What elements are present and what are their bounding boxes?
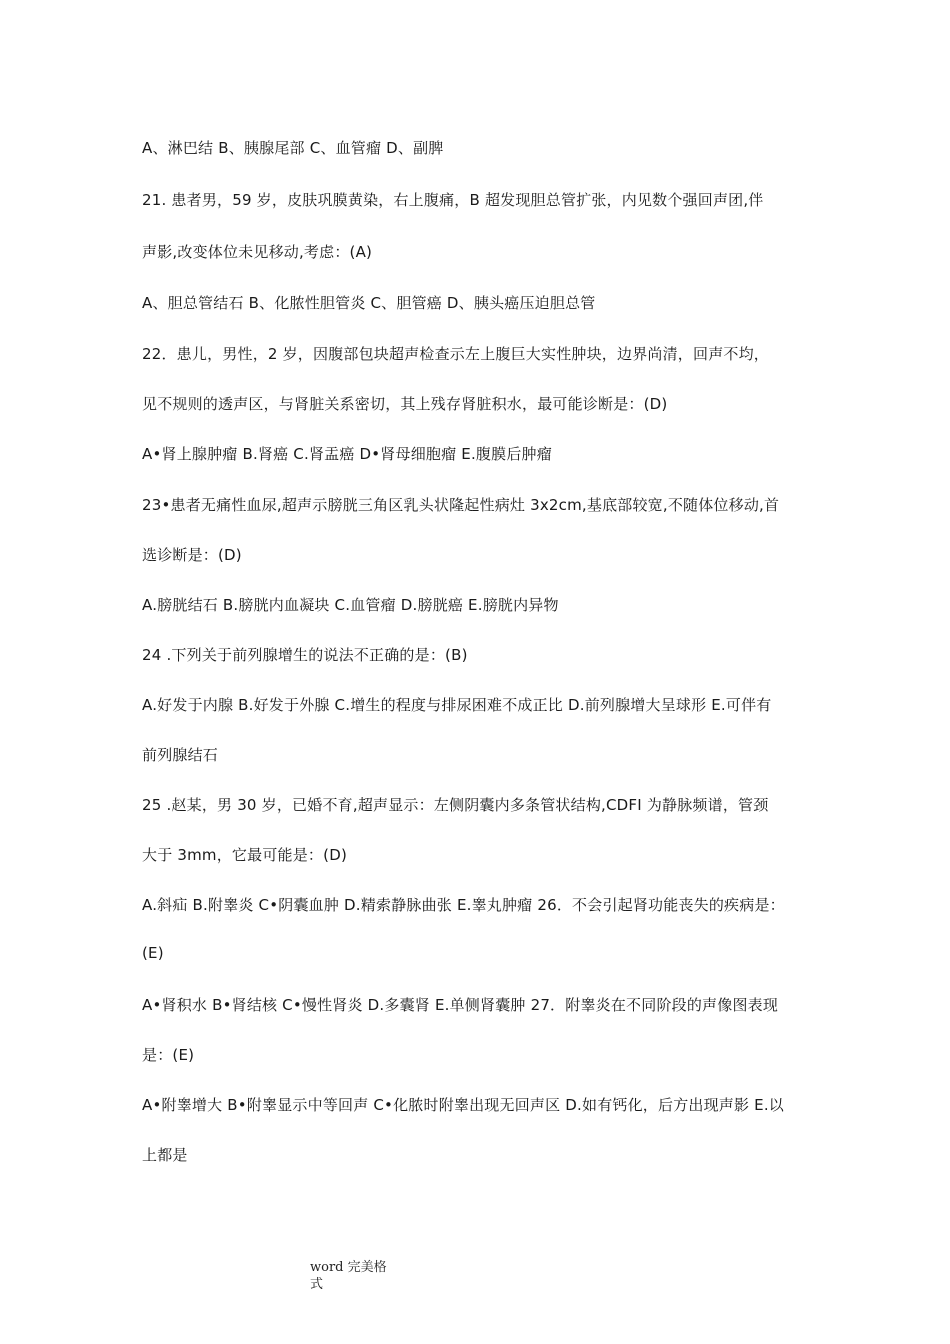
text-line: 声影,改变体位未见移动,考虑：(A) bbox=[142, 243, 373, 261]
text-line: A•肾积水 B•肾结核 C•慢性肾炎 D.多囊肾 E.单侧肾囊肿 27．附睾炎在不同阶段的声像图表现 bbox=[142, 996, 779, 1014]
text-line: A.膀胱结石 B.膀胱内血凝块 C.血管瘤 D.膀胱癌 E.膀胱内异物 bbox=[142, 596, 559, 614]
text-line: A.好发于内腺 B.好发于外腺 C.增生的程度与排尿困难不成正比 D.前列腺增大呈球形 E.可伴有 bbox=[142, 696, 772, 714]
text-line: 24 .下列关于前列腺增生的说法不正确的是：(B) bbox=[142, 646, 468, 664]
text-line: 25 .赵某，男 30 岁，已婚不育,超声显示：左侧阴囊内多条管状结构,CDFI 为静脉频谱，管颈 bbox=[142, 796, 769, 814]
text-line: A.斜疝 B.附睾炎 C•阴囊血肿 D.精索静脉曲张 E.睾丸肿瘤 26．不会引起肾功能丧失的疾病是： bbox=[142, 896, 785, 914]
text-line: 23•患者无痛性血尿,超声示膀胱三角区乳头状隆起性病灶 3x2cm,基底部较宽,不随体位移动,首 bbox=[142, 496, 780, 514]
text-line: A•附睾增大 B•附睾显示中等回声 C•化脓时附睾出现无回声区 D.如有钙化，后方出现声影 E.以 bbox=[142, 1096, 785, 1114]
text-line: (E) bbox=[142, 944, 164, 962]
footer-text: word 完美格 bbox=[310, 1260, 387, 1275]
text-line: A、胆总管结石 B、化脓性胆管炎 C、胆管癌 D、胰头癌压迫胆总管 bbox=[142, 294, 596, 312]
text-line: 见不规则的透声区，与肾脏关系密切，其上残存肾脏积水，最可能诊断是：(D) bbox=[142, 395, 668, 413]
footer-text: 式 bbox=[310, 1277, 324, 1292]
text-line: 是：(E) bbox=[142, 1046, 195, 1064]
text-line: 22．患儿，男性，2 岁，因腹部包块超声检查示左上腹巨大实性肿块，边界尚清，回声不均， bbox=[142, 345, 770, 363]
text-line: 选诊断是：(D) bbox=[142, 546, 242, 564]
text-line: 大于 3mm，它最可能是：(D) bbox=[142, 846, 347, 864]
text-line: A•肾上腺肿瘤 B.肾癌 C.肾盂癌 D•肾母细胞瘤 E.腹膜后肿瘤 bbox=[142, 445, 552, 463]
text-line: 上都是 bbox=[142, 1146, 188, 1164]
text-line: 前列腺结石 bbox=[142, 746, 219, 764]
text-line: A、淋巴结 B、胰腺尾部 C、血管瘤 D、副脾 bbox=[142, 139, 444, 157]
text-line: 21. 患者男，59 岁，皮肤巩膜黄染，右上腹痛，B 超发现胆总管扩张，内见数个强回声团,伴 bbox=[142, 191, 764, 209]
